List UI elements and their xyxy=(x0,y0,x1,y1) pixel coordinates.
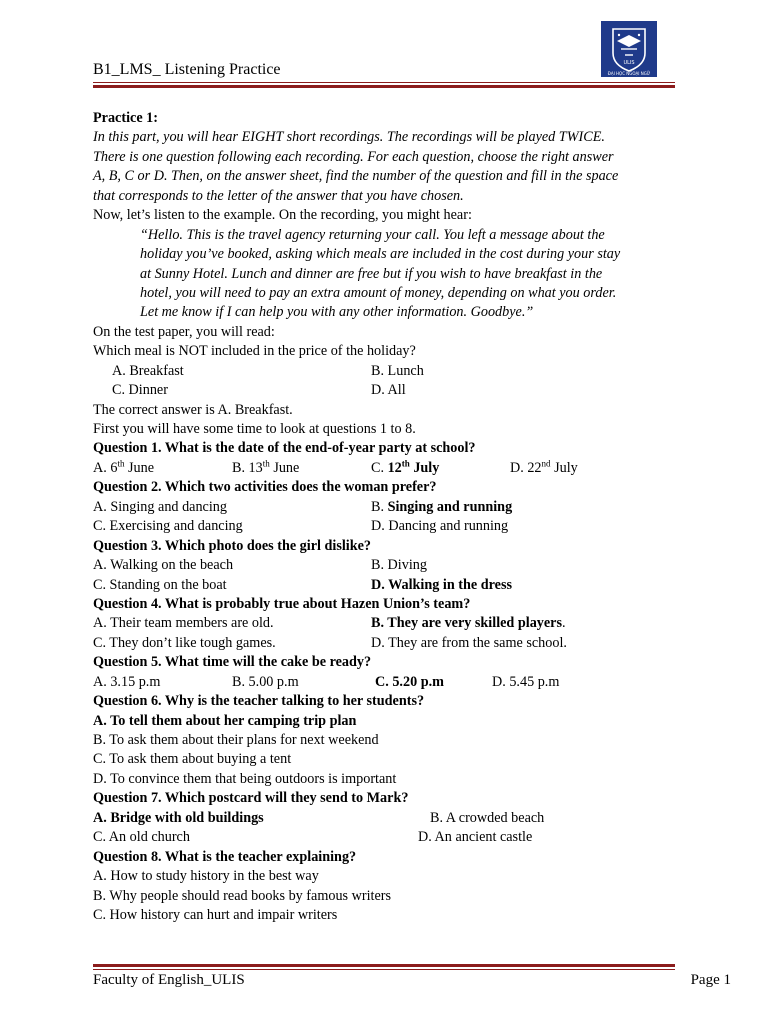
question-1: Question 1. What is the date of the end-of-year party at school? xyxy=(93,440,476,457)
q4-option-b: B. They are very skilled players. xyxy=(371,615,566,632)
q7-option-c: C. An old church xyxy=(93,829,190,846)
example-quote-line: at Sunny Hotel. Lunch and dinner are free but if you wish to have breakfast in the xyxy=(140,265,603,282)
q2-option-d: D. Dancing and running xyxy=(371,518,509,535)
question-3-options xyxy=(93,556,675,575)
q3-option-d: D. Walking in the dress xyxy=(371,576,512,593)
q7-option-a: A. Bridge with old buildings xyxy=(93,809,264,826)
example-options-row xyxy=(93,381,675,400)
example-options-row xyxy=(93,362,675,381)
header-rule-thick xyxy=(93,85,675,88)
instruction-line: that corresponds to the letter of the answer that you have chosen. xyxy=(93,187,464,204)
example-quote-line: hotel, you will need to pay an extra amount of money, depending on what you order. xyxy=(140,284,617,301)
question-4: Question 4. What is probably true about Hazen Union’s team? xyxy=(93,595,471,612)
q1-option-c: C. 12th July xyxy=(371,458,440,476)
q5-option-b: B. 5.00 p.m xyxy=(232,673,299,690)
logo-text: ULIS xyxy=(623,60,635,66)
header-title: B1_LMS_ Listening Practice xyxy=(93,61,281,78)
document-body xyxy=(93,109,675,925)
q6-option-d: D. To convince them that being outdoors is important xyxy=(93,770,397,787)
header-rule-thin xyxy=(93,82,675,83)
footer-left: Faculty of English_ULIS xyxy=(93,972,245,988)
q2-option-b: B. Singing and running xyxy=(371,498,513,515)
question-8: Question 8. What is the teacher explaining? xyxy=(93,848,357,865)
q3-option-c: C. Standing on the boat xyxy=(93,576,227,593)
question-2-options xyxy=(93,498,675,517)
q4-option-c: C. They don’t like tough games. xyxy=(93,634,276,651)
q1-option-b: B. 13th June xyxy=(232,458,300,476)
footer-rule-thin xyxy=(93,969,675,970)
q5-option-a: A. 3.15 p.m xyxy=(93,673,161,690)
q8-option-a: A. How to study history in the best way xyxy=(93,868,319,885)
question-7-options xyxy=(93,809,675,828)
question-7-options xyxy=(93,828,675,847)
question-4-options xyxy=(93,614,675,633)
question-2-options xyxy=(93,517,675,536)
example-option-c: C. Dinner xyxy=(112,382,168,399)
q7-option-b: B. A crowded beach xyxy=(430,809,545,826)
example-option-a: A. Breakfast xyxy=(112,362,184,379)
q6-option-b: B. To ask them about their plans for next weekend xyxy=(93,732,379,748)
q6-option-a: A. To tell them about her camping trip plan xyxy=(93,712,357,729)
instruction-line: There is one question following each recording. For each question, choose the right answer xyxy=(93,148,614,165)
question-4-options xyxy=(93,634,675,653)
practice-title: Practice 1: xyxy=(93,110,158,126)
q5-option-d: D. 5.45 p.m xyxy=(492,673,560,690)
q8-option-b: B. Why people should read books by famous writers xyxy=(93,887,392,904)
university-logo xyxy=(601,21,657,77)
example-quote-line: “Hello. This is the travel agency returning your call. You left a message about the xyxy=(140,226,605,243)
question-5-options xyxy=(93,673,675,692)
q3-option-a: A. Walking on the beach xyxy=(93,557,234,574)
example-intro: Now, let’s listen to the example. On the recording, you might hear: xyxy=(93,207,472,224)
example-quote-line: holiday you’ve booked, asking which meals are included in the cost during your stay xyxy=(140,246,621,263)
example-quote-line: Let me know if I can help you with any other information. Goodbye.” xyxy=(140,304,534,321)
question-7: Question 7. Which postcard will they send to Mark? xyxy=(93,790,409,807)
example-option-b: B. Lunch xyxy=(371,362,424,379)
question-3: Question 3. Which photo does the girl dislike? xyxy=(93,537,372,554)
q2-option-a: A. Singing and dancing xyxy=(93,498,227,515)
q1-option-a: A. 6th June xyxy=(93,458,155,476)
q4-option-a: A. Their team members are old. xyxy=(93,615,274,632)
question-6: Question 6. Why is the teacher talking to her students? xyxy=(93,693,425,710)
logo-caption: ĐẠI HỌC NGOẠI NGỮ xyxy=(607,71,651,76)
question-3-options xyxy=(93,576,675,595)
look-time-line: First you will have some time to look at questions 1 to 8. xyxy=(93,421,416,437)
test-paper-intro: On the test paper, you will read: xyxy=(93,323,275,340)
example-question: Which meal is NOT included in the price of the holiday? xyxy=(93,343,416,360)
correct-answer-line: The correct answer is A. Breakfast. xyxy=(93,401,293,418)
instruction-line: In this part, you will hear EIGHT short recordings. The recordings will be played TWICE. xyxy=(93,129,605,146)
footer-rule-thick xyxy=(93,964,675,967)
q6-option-c: C. To ask them about buying a tent xyxy=(93,751,292,768)
q5-option-c: C. 5.20 p.m xyxy=(375,673,444,690)
q2-option-c: C. Exercising and dancing xyxy=(93,518,243,535)
q1-option-d: D. 22nd July xyxy=(510,458,578,476)
q3-option-b: B. Diving xyxy=(371,557,427,574)
question-1-options xyxy=(93,459,675,478)
q8-option-c: C. How history can hurt and impair writers xyxy=(93,906,338,923)
question-2: Question 2. Which two activities does the woman prefer? xyxy=(93,479,437,496)
q4-option-d: D. They are from the same school. xyxy=(371,634,567,651)
question-5: Question 5. What time will the cake be ready? xyxy=(93,654,372,671)
example-option-d: D. All xyxy=(371,382,406,399)
page-number: Page 1 xyxy=(690,972,731,988)
q7-option-d: D. An ancient castle xyxy=(418,829,533,846)
instruction-line: A, B, C or D. Then, on the answer sheet, find the number of the question and fill in the space xyxy=(93,168,619,185)
